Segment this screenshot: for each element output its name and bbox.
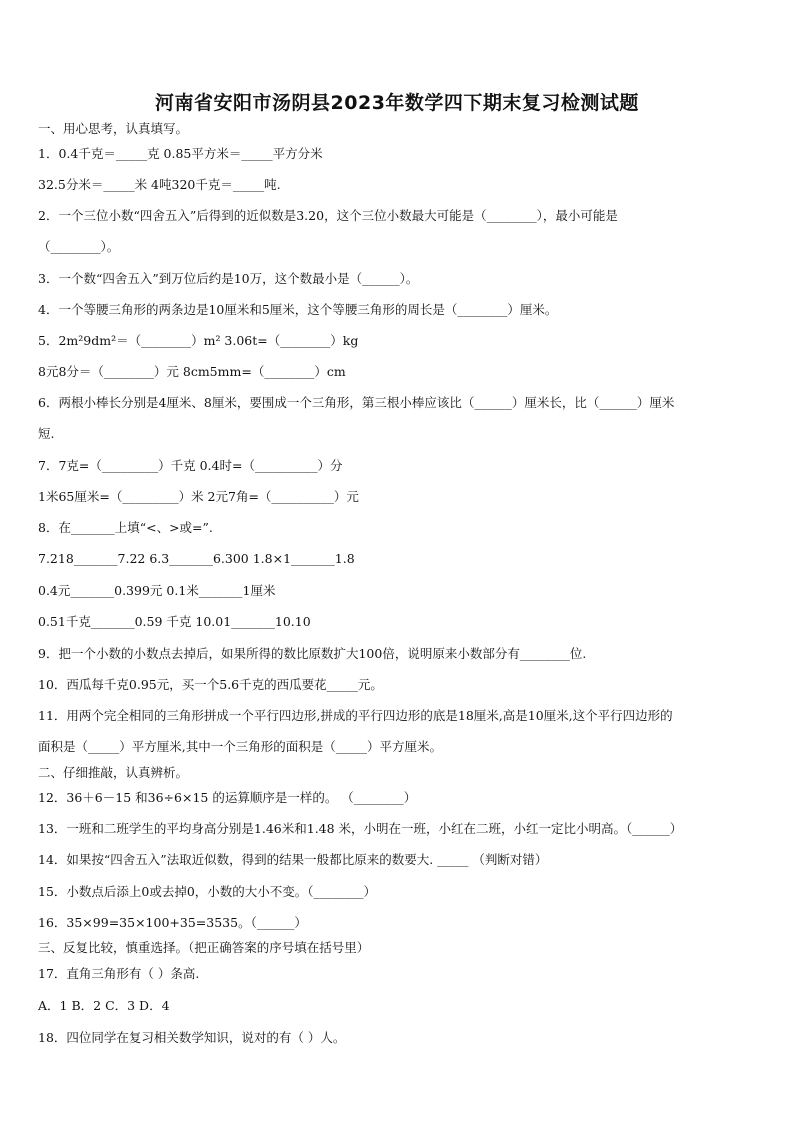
question-7-line-2: 1米65厘米=（_________）米 2元7角=（__________）元 (38, 489, 359, 504)
question-2-line-1: 2．一个三位小数“四舍五入”后得到的近似数是3.20，这个三位小数最大可能是（________），最小可能是 (38, 208, 618, 223)
question-8-row-1: 7.218_______7.22 6.3_______6.300 1.8×1_______1.8 (38, 551, 355, 566)
question-10: 10．西瓜每千克0.95元，买一个5.6千克的西瓜要花_____元。 (38, 677, 383, 692)
question-1-line-2: 32.5分米＝_____米 4吨320千克＝_____吨. (38, 177, 281, 192)
question-12: 12．36＋6－15 和36÷6×15 的运算顺序是一样的。 （________） (38, 790, 417, 805)
question-13: 13．一班和二班学生的平均身高分别是1.46米和1.48 米，小明在一班，小红在二班，小红一定比小明高。（______） (38, 821, 683, 836)
question-8-heading: 8．在_______上填“<、>或=”. (38, 520, 213, 535)
section-2-heading: 二、仔细推敲，认真辨析。 (38, 765, 189, 780)
question-5-line-2: 8元8分＝（________）元 8cm5mm=（________）cm (38, 364, 346, 379)
question-16: 16．35×99=35×100+35=3535。（______） (38, 915, 307, 930)
question-8-row-3: 0.51千克_______0.59 千克 10.01_______10.10 (38, 614, 311, 629)
question-14: 14．如果按“四舍五入”法取近似数，得到的结果一般都比原来的数要大. _____ （判断对错） (38, 852, 548, 867)
question-9: 9．把一个小数的小数点去掉后，如果所得的数比原数扩大100倍，说明原来小数部分有________位. (38, 646, 587, 661)
question-8-row-2: 0.4元_______0.399元 0.1米_______1厘米 (38, 583, 276, 598)
question-17: 17．直角三角形有（ ）条高. (38, 966, 200, 981)
question-18: 18．四位同学在复习相关数学知识，说对的有（ ）人。 (38, 1030, 346, 1045)
question-6-line-1: 6．两根小棒长分别是4厘米、8厘米，要围成一个三角形，第三根小棒应该比（______）厘米长，比（______）厘米 (38, 395, 675, 410)
question-7-line-1: 7．7克=（_________）千克 0.4时=（__________）分 (38, 458, 343, 473)
question-1-line-1: 1．0.4千克＝_____克 0.85平方米＝_____平方分米 (38, 146, 323, 161)
section-3-heading: 三、反复比较，慎重选择。（把正确答案的序号填在括号里） (38, 940, 370, 955)
page-title: 河南省安阳市汤阴县2023年数学四下期末复习检测试题 (155, 92, 639, 114)
question-3: 3．一个数“四舍五入”到万位后约是10万，这个数最小是（______）。 (38, 271, 419, 286)
question-11-line-1: 11．用两个完全相同的三角形拼成一个平行四边形,拼成的平行四边形的底是18厘米,高是10厘米,这个平行四边形的 (38, 708, 673, 723)
question-4: 4．一个等腰三角形的两条边是10厘米和5厘米，这个等腰三角形的周长是（________）厘米。 (38, 302, 558, 317)
question-11-line-2: 面积是（_____）平方厘米,其中一个三角形的面积是（_____）平方厘米。 (38, 739, 442, 754)
question-5-line-1: 5．2m²9dm²＝（________）m² 3.06t=（________）kg (38, 333, 359, 348)
question-15: 15．小数点后添上0或去掉0，小数的大小不变。（________） (38, 884, 377, 899)
question-2-line-2: （________）。 (38, 239, 120, 254)
section-1-heading: 一、用心思考，认真填写。 (38, 121, 189, 136)
question-6-line-2: 短. (38, 426, 55, 441)
question-17-options: A．1 B．2 C．3 D．4 (38, 998, 170, 1013)
